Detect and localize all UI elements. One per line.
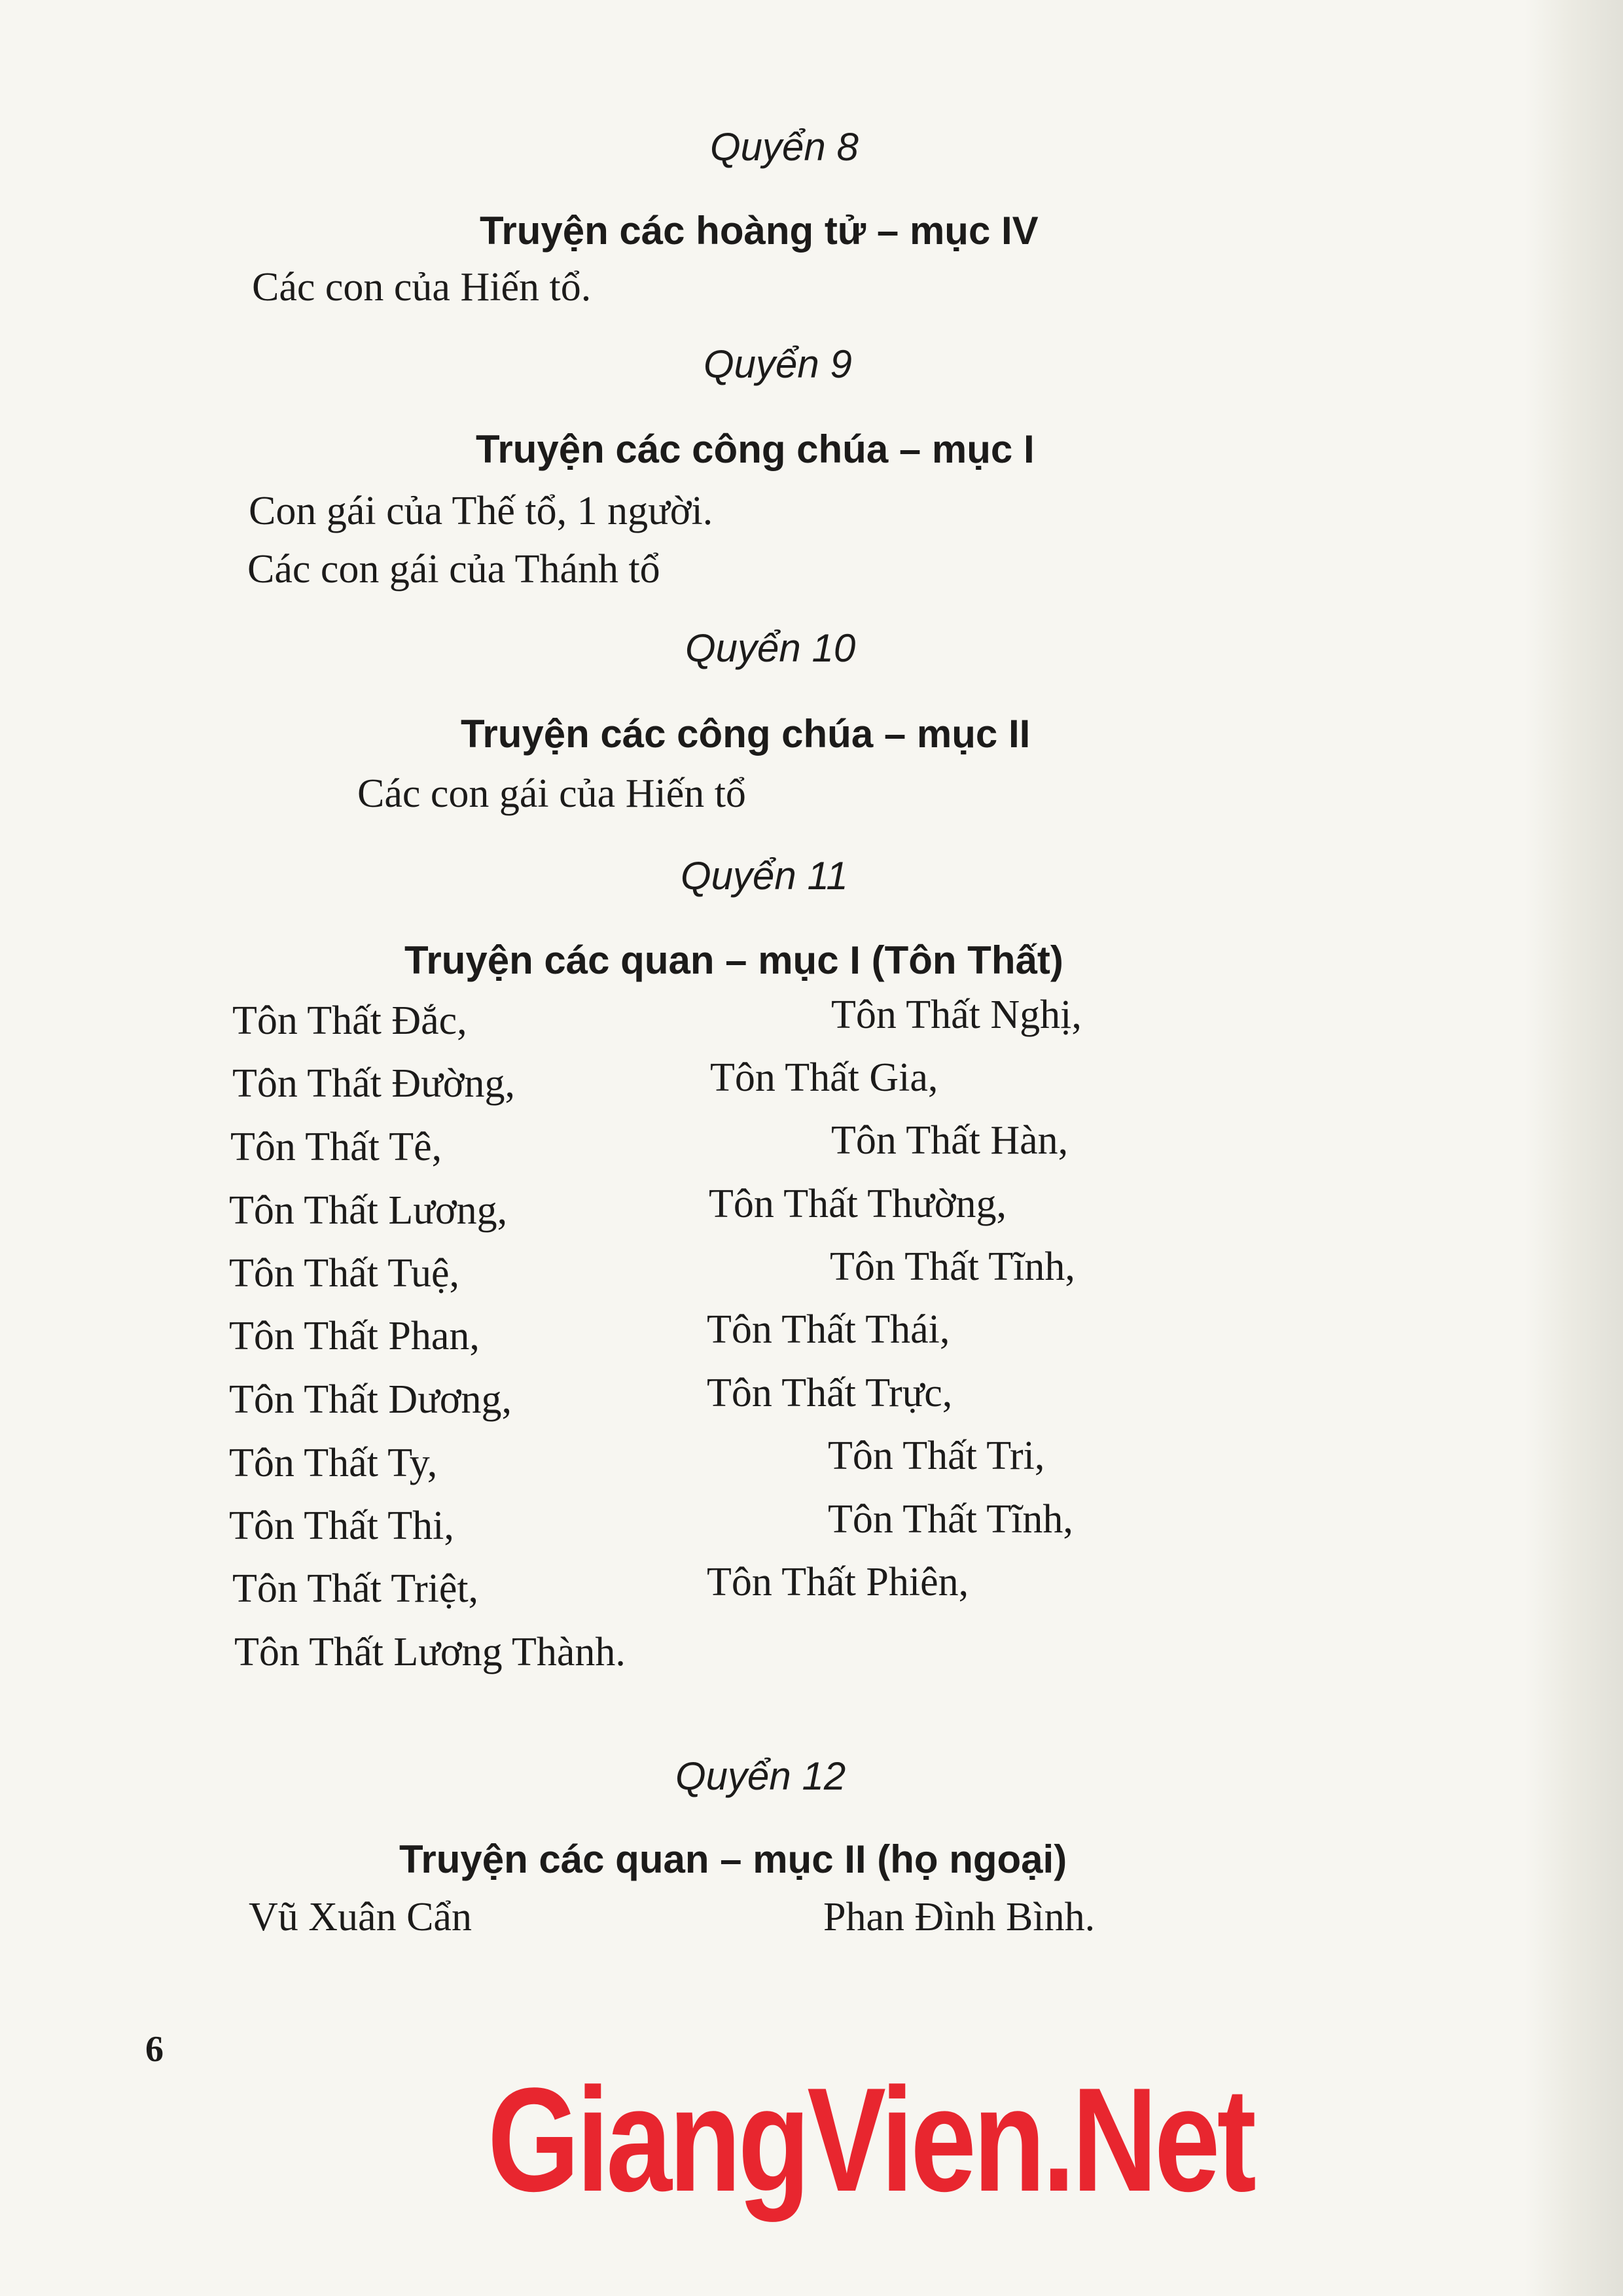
name-left: Tôn Thất Dương, [229, 1377, 512, 1422]
page-edge-shadow [1525, 0, 1623, 2296]
name-left: Tôn Thất Đường, [232, 1061, 516, 1106]
name-left: Tôn Thất Thi, [229, 1504, 454, 1548]
name-right: Tôn Thất Hàn, [831, 1118, 1069, 1163]
name-left: Tôn Thất Đắc, [232, 998, 467, 1043]
name-right: Tôn Thất Thái, [707, 1307, 950, 1352]
name-left: Tôn Thất Tuệ, [229, 1251, 459, 1296]
name-right: Tôn Thất Tri, [828, 1434, 1045, 1478]
name-left: Tôn Thất Triệt, [232, 1566, 479, 1611]
name-right: Tôn Thất Tĩnh, [828, 1497, 1073, 1542]
volume-11-title: Quyển 11 [681, 854, 848, 898]
name-left: Tôn Thất Lương Thành. [234, 1630, 626, 1674]
volume-12-heading: Truyện các quan – mục II (họ ngoại) [399, 1837, 1067, 1881]
name-right: Tôn Thất Tĩnh, [830, 1245, 1075, 1289]
name-left: Tôn Thất Ty, [229, 1441, 438, 1485]
page-number: 6 [145, 2029, 164, 2070]
name-right: Tôn Thất Trực, [707, 1371, 953, 1415]
volume-8-heading: Truyện các hoàng tử – mục IV [480, 209, 1039, 253]
volume-10-title: Quyển 10 [685, 626, 856, 670]
name-right: Tôn Thất Gia, [710, 1055, 938, 1100]
name-right: Phan Đình Bình. [823, 1895, 1096, 1939]
name-right: Tôn Thất Nghị, [831, 993, 1082, 1037]
name-left: Tôn Thất Lương, [229, 1188, 508, 1233]
name-left: Tôn Thất Phan, [229, 1314, 480, 1358]
name-left: Vũ Xuân Cẩn [249, 1895, 472, 1939]
volume-10-heading: Truyện các công chúa – mục II [461, 712, 1031, 756]
name-right: Tôn Thất Thường, [709, 1182, 1007, 1226]
text-line: Các con gái của Hiến tổ [357, 771, 746, 816]
text-line: Các con gái của Thánh tổ [247, 547, 660, 592]
volume-8-title: Quyển 8 [710, 125, 859, 169]
volume-11-heading: Truyện các quan – mục I (Tôn Thất) [404, 938, 1063, 982]
watermark-logo: GiangVien.Net [488, 2057, 1254, 2222]
volume-9-title: Quyển 9 [704, 342, 852, 386]
name-right: Tôn Thất Phiên, [707, 1560, 969, 1604]
name-left: Tôn Thất Tê, [230, 1125, 442, 1169]
text-line: Con gái của Thế tổ, 1 người. [249, 489, 713, 533]
volume-12-title: Quyển 12 [675, 1754, 846, 1798]
volume-9-heading: Truyện các công chúa – mục I [476, 427, 1035, 471]
text-line: Các con của Hiến tổ. [252, 265, 592, 309]
